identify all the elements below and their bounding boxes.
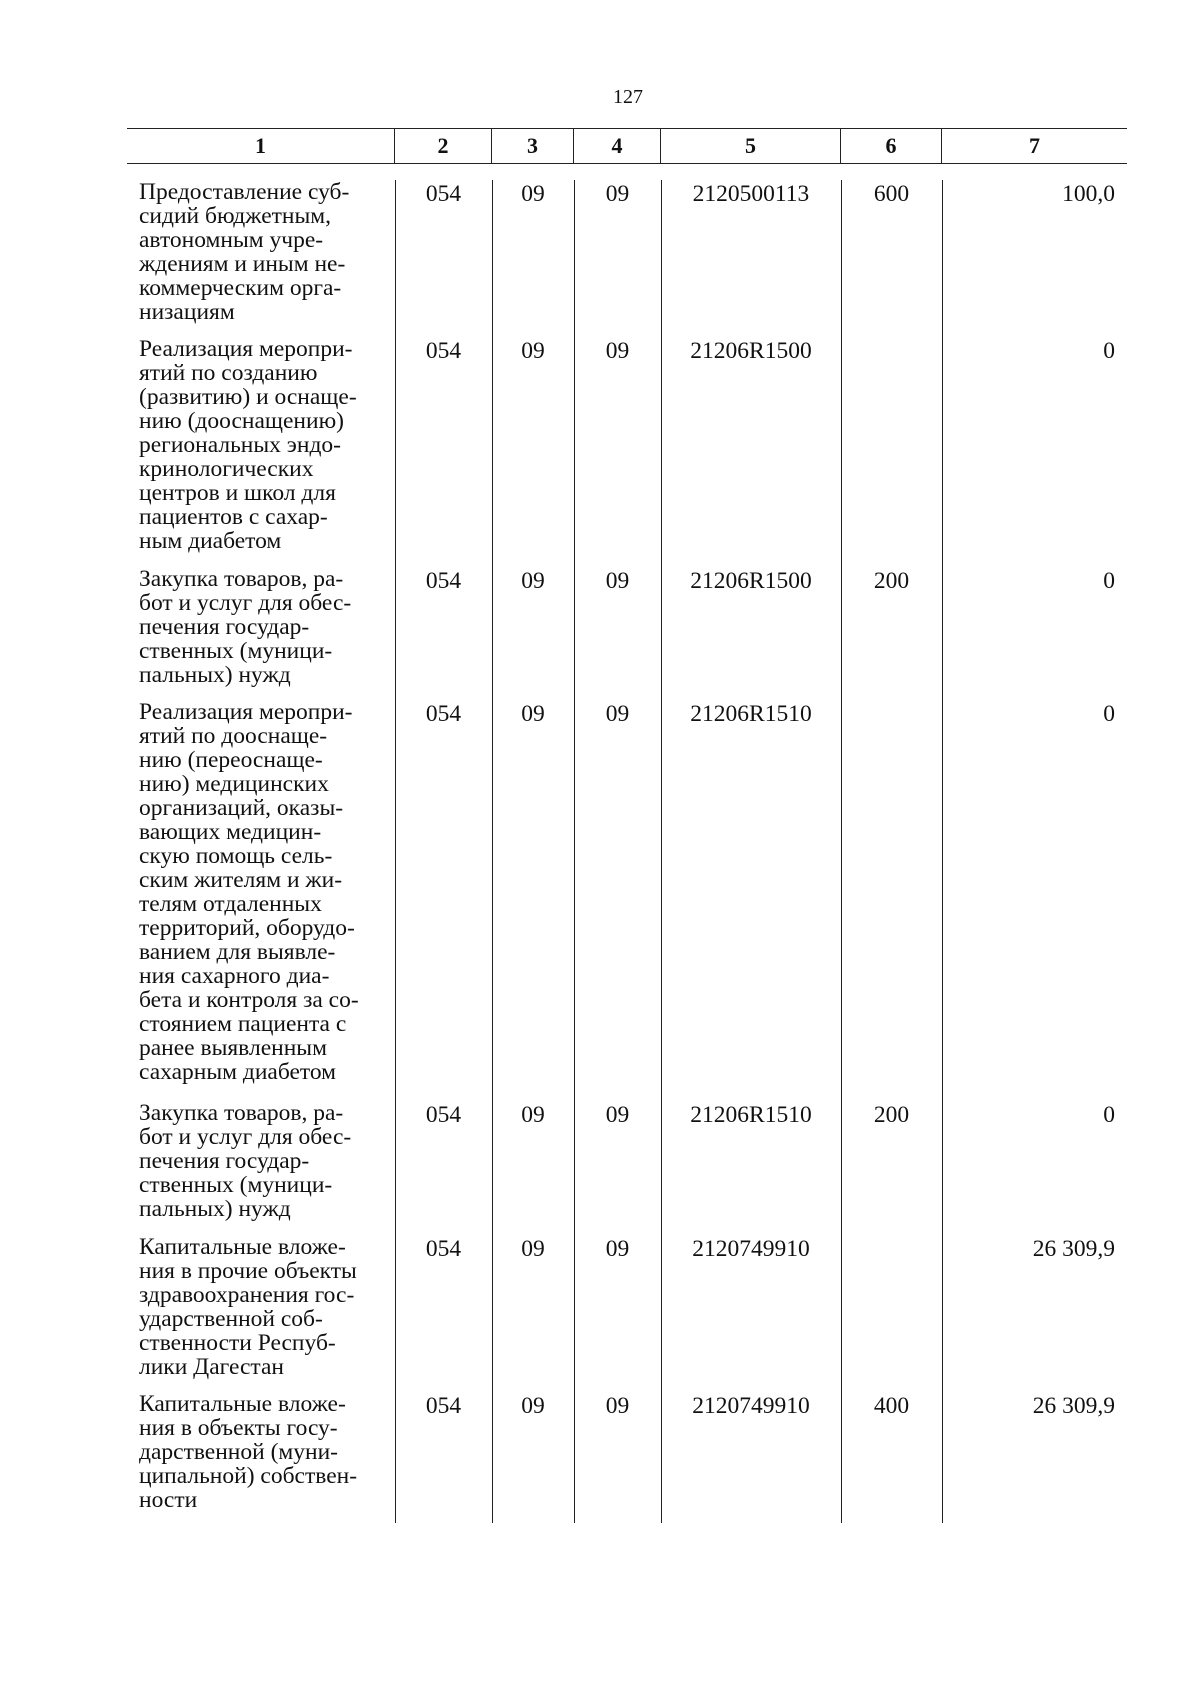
header-col-2: 2 xyxy=(395,129,492,163)
cell-col-5: 2120749910 xyxy=(692,1236,810,1262)
row-description: Капитальные вложе- ния в объекты госу- дарственной (муни- ципальной) собствен- ности xyxy=(139,1391,358,1513)
cell-col-7: 0 xyxy=(1103,568,1115,594)
header-col-7: 7 xyxy=(1029,133,1040,158)
cell-col-3: 09 xyxy=(521,1236,545,1262)
cell-col-7: 0 xyxy=(1103,701,1115,727)
header-col-6: 6 xyxy=(841,129,942,163)
cell-col-2: 054 xyxy=(425,701,462,727)
row-description: Реализация меропри- ятий по дооснаще- нию (переоснаще- нию) медицинских организаций, оказы- вающих медицин- скую помощь сель- ским жителям и жи- телям отдаленных территорий, оборудо- ванием для выявле- ния сахарного диа- бета и контроля за со- стоянием пациента с ранее выявленным сахарным диабетом xyxy=(139,699,359,1085)
cell-col-2: 054 xyxy=(425,1236,462,1262)
cell-col-6: 200 xyxy=(873,1102,910,1128)
cell-col-3: 09 xyxy=(521,1393,545,1419)
cell-col-4: 09 xyxy=(605,1393,630,1419)
cell-col-2: 054 xyxy=(425,568,462,594)
row-description: Закупка товаров, ра- бот и услуг для обес- печения государ- ственных (муници- пальных) нужд xyxy=(139,566,352,688)
cell-col-3: 09 xyxy=(521,568,545,594)
table-row xyxy=(127,1392,1127,1523)
cell-col-5: 21206R1510 xyxy=(690,701,812,727)
cell-col-7: 100,0 xyxy=(1062,181,1115,207)
table-row xyxy=(127,700,1127,1101)
cell-col-6: 600 xyxy=(873,181,910,207)
cell-col-7: 26 309,9 xyxy=(1032,1393,1115,1419)
cell-col-2: 054 xyxy=(425,1393,462,1419)
row-description: Реализация меропри- ятий по созданию (развитию) и оснаще- нию (дооснащению) региональных эндо- кринологических центров и школ для пациентов с сахар- ным диабетом xyxy=(139,336,357,554)
cell-col-6 xyxy=(841,700,942,702)
row-description: Предоставление суб- сидий бюджетным, автономным учре- ждениям и иным не- коммерческим орга- низациям xyxy=(139,179,350,325)
cell-col-4: 09 xyxy=(605,1236,630,1262)
cell-col-2: 054 xyxy=(425,181,462,207)
header-col-4: 4 xyxy=(574,129,661,163)
cell-col-6 xyxy=(841,337,942,339)
cell-col-4: 09 xyxy=(605,338,630,364)
table-row xyxy=(127,567,1127,700)
cell-col-5: 21206R1500 xyxy=(690,338,812,364)
cell-col-3: 09 xyxy=(521,181,545,207)
cell-col-6: 400 xyxy=(873,1393,910,1419)
table-row xyxy=(127,337,1127,567)
row-description: Закупка товаров, ра- бот и услуг для обес- печения государ- ственных (муници- пальных) нужд xyxy=(139,1100,352,1222)
cell-col-7: 0 xyxy=(1103,1102,1115,1128)
table-row xyxy=(127,180,1127,337)
cell-col-5: 2120500113 xyxy=(692,181,810,207)
table-row xyxy=(127,1235,1127,1392)
page-number: 127 xyxy=(613,86,643,108)
cell-col-3: 09 xyxy=(521,1102,545,1128)
cell-col-2: 054 xyxy=(425,338,462,364)
cell-col-3: 09 xyxy=(521,338,545,364)
cell-col-5: 2120749910 xyxy=(692,1393,810,1419)
header-col-1: 1 xyxy=(127,129,395,163)
cell-col-4: 09 xyxy=(605,181,630,207)
table-header xyxy=(127,128,1127,164)
cell-col-6 xyxy=(841,1235,942,1237)
header-col-5: 5 xyxy=(661,129,841,163)
header-col-3: 3 xyxy=(492,129,574,163)
cell-col-2: 054 xyxy=(425,1102,462,1128)
cell-col-7: 0 xyxy=(1103,338,1115,364)
table-body xyxy=(127,180,1127,1523)
cell-col-6: 200 xyxy=(873,568,910,594)
table-row xyxy=(127,1101,1127,1235)
cell-col-5: 21206R1510 xyxy=(690,1102,812,1128)
cell-col-3: 09 xyxy=(521,701,545,727)
cell-col-5: 21206R1500 xyxy=(690,568,812,594)
cell-col-7: 26 309,9 xyxy=(1032,1236,1115,1262)
cell-col-4: 09 xyxy=(605,1102,630,1128)
cell-col-4: 09 xyxy=(605,568,630,594)
row-description: Капитальные вложе- ния в прочие объекты здравоохранения гос- ударственной соб- ственности Респуб- лики Дагестан xyxy=(139,1234,357,1380)
cell-col-4: 09 xyxy=(605,701,630,727)
